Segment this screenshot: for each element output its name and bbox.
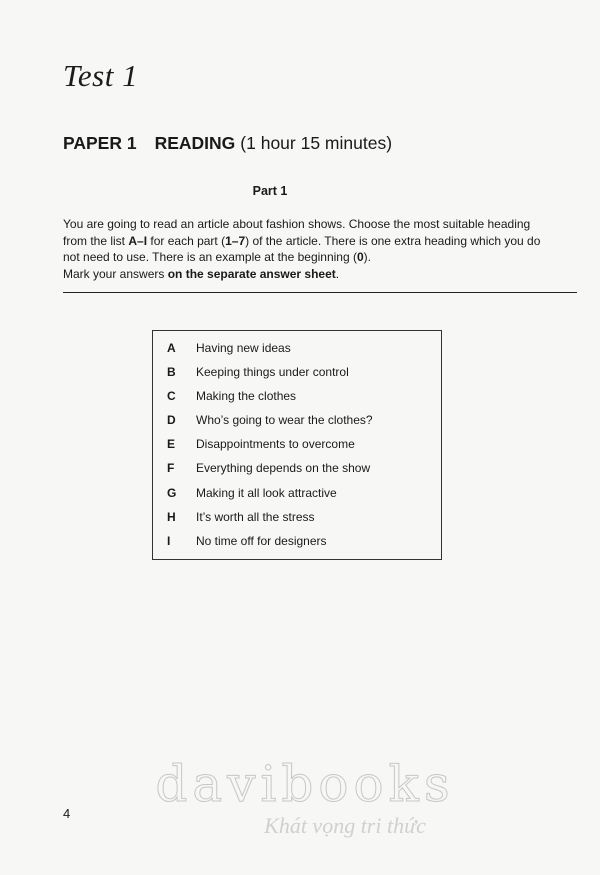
instructions-line-3: [63, 249, 573, 266]
instructions-line-4: [63, 266, 573, 283]
instructions-text: for each part (: [147, 233, 226, 248]
heading-letter: F: [167, 461, 175, 475]
instructions-text: .: [335, 266, 340, 281]
heading-item-c: [153, 385, 441, 407]
heading-item-d: [153, 409, 441, 431]
instructions-text: You are going to read an article about fashion shows. Choose the most suitable heading: [63, 217, 531, 231]
heading-letter: D: [167, 413, 176, 427]
heading-letter: C: [167, 389, 176, 403]
watermark: [150, 755, 460, 839]
heading-letter: H: [167, 510, 176, 524]
instructions-bold: on the separate answer sheet: [167, 266, 336, 281]
part-title: Part 1: [252, 184, 288, 198]
heading-item-g: [153, 482, 441, 504]
instructions-line-2: [63, 233, 573, 250]
watermark-slogan: Khát vọng tri thức: [264, 813, 426, 838]
instructions-bold: A–I: [128, 233, 148, 248]
heading-letter: G: [167, 486, 177, 500]
paper-heading: [63, 133, 392, 154]
heading-text: Disappointments to overcome: [196, 437, 355, 451]
heading-letter: E: [167, 437, 176, 451]
heading-item-h: [153, 506, 441, 528]
paper-duration: (1 hour 15 minutes): [240, 133, 393, 153]
page-number: 4: [63, 806, 71, 821]
instructions-bold: 1–7: [225, 233, 246, 248]
headings-list-box: [152, 330, 442, 560]
heading-letter: A: [167, 341, 176, 355]
heading-letter: B: [167, 365, 176, 379]
paper-name: READING: [154, 133, 236, 153]
divider: [63, 292, 577, 293]
heading-letter: I: [167, 534, 171, 548]
heading-item-a: [153, 337, 441, 359]
paper-label: PAPER 1: [63, 133, 137, 153]
instructions-text: ) of the article. There is one extra heading which you do: [245, 233, 541, 248]
test-title: Test 1: [63, 58, 139, 93]
instructions-text: from the list: [63, 233, 129, 248]
heading-text: Making it all look attractive: [196, 486, 337, 500]
heading-text: It’s worth all the stress: [196, 510, 315, 524]
instructions-text: Mark your answers: [63, 266, 168, 281]
heading-item-e: [153, 433, 441, 455]
heading-text: Everything depends on the show: [196, 461, 371, 475]
instructions-bold: 0: [356, 250, 364, 264]
instructions-text: not need to use. There is an example at the beginning (: [63, 250, 357, 264]
instructions-text: ).: [363, 250, 372, 264]
heading-text: Who’s going to wear the clothes?: [196, 413, 373, 427]
instructions: [63, 216, 573, 282]
heading-item-f: [153, 457, 441, 479]
heading-item-i: [153, 530, 441, 552]
watermark-brand: davibooks: [155, 755, 455, 813]
heading-text: Making the clothes: [196, 389, 297, 403]
instructions-line-1: [63, 216, 573, 233]
heading-text: Having new ideas: [196, 341, 291, 355]
heading-text: No time off for designers: [196, 534, 327, 548]
heading-text: Keeping things under control: [196, 365, 349, 379]
heading-item-b: [153, 361, 441, 383]
